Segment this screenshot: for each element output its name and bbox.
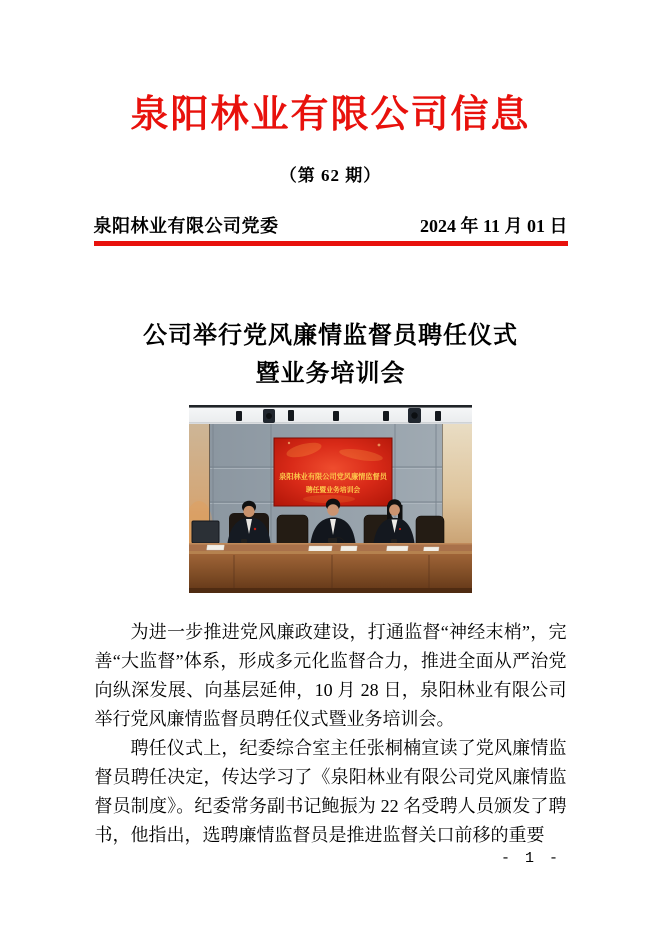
- article-title-line-2: 暨业务培训会: [255, 360, 406, 387]
- meeting-room-ceiling: [189, 405, 472, 424]
- issue-date: 2024 年 11 月 01 日: [419, 216, 568, 236]
- issue-number: （第 62 期）: [279, 166, 382, 185]
- meeting-photo: [189, 405, 472, 593]
- masthead-rule: [94, 241, 568, 246]
- issuer: 泉阳林业有限公司党委: [93, 216, 279, 236]
- masthead-meta-row: [94, 212, 568, 238]
- masthead-title: 泉阳林业有限公司信息: [130, 94, 531, 136]
- article-body: [95, 618, 567, 850]
- led-screen: [274, 438, 392, 506]
- body-paragraph-1: 为进一步推进党风廉政建设，打通监督“神经末梢”，完善“大监督”体系，形成多元化监督合力，推进全面从严治党向纵深发展、向基层延伸，10 月 28 日，泉阳林业有限公司举行党风廉情监督员聘任仪式暨业务培训会。: [94, 621, 567, 729]
- article-title-line-1: 公司举行党风廉情监督员聘任仪式: [143, 322, 518, 349]
- screen-text-line-1: 泉阳林业有限公司党风廉情监督员: [279, 471, 387, 481]
- page-number: - 1 -: [500, 850, 561, 867]
- article-title: [0, 317, 661, 393]
- body-paragraph-2: 聘任仪式上，纪委综合室主任张桐楠宣读了党风廉情监督员聘任决定，传达学习了《泉阳林业有限公司党风廉情监督员制度》。纪委常务副书记鲍振为 22 名受聘人员颁发了聘书，他指出，选聘廉情监督员是推进监督关口前移的重要: [94, 737, 567, 845]
- screen-text-line-2: 聘任暨业务培训会: [305, 486, 361, 494]
- conference-desk-front: [189, 551, 472, 593]
